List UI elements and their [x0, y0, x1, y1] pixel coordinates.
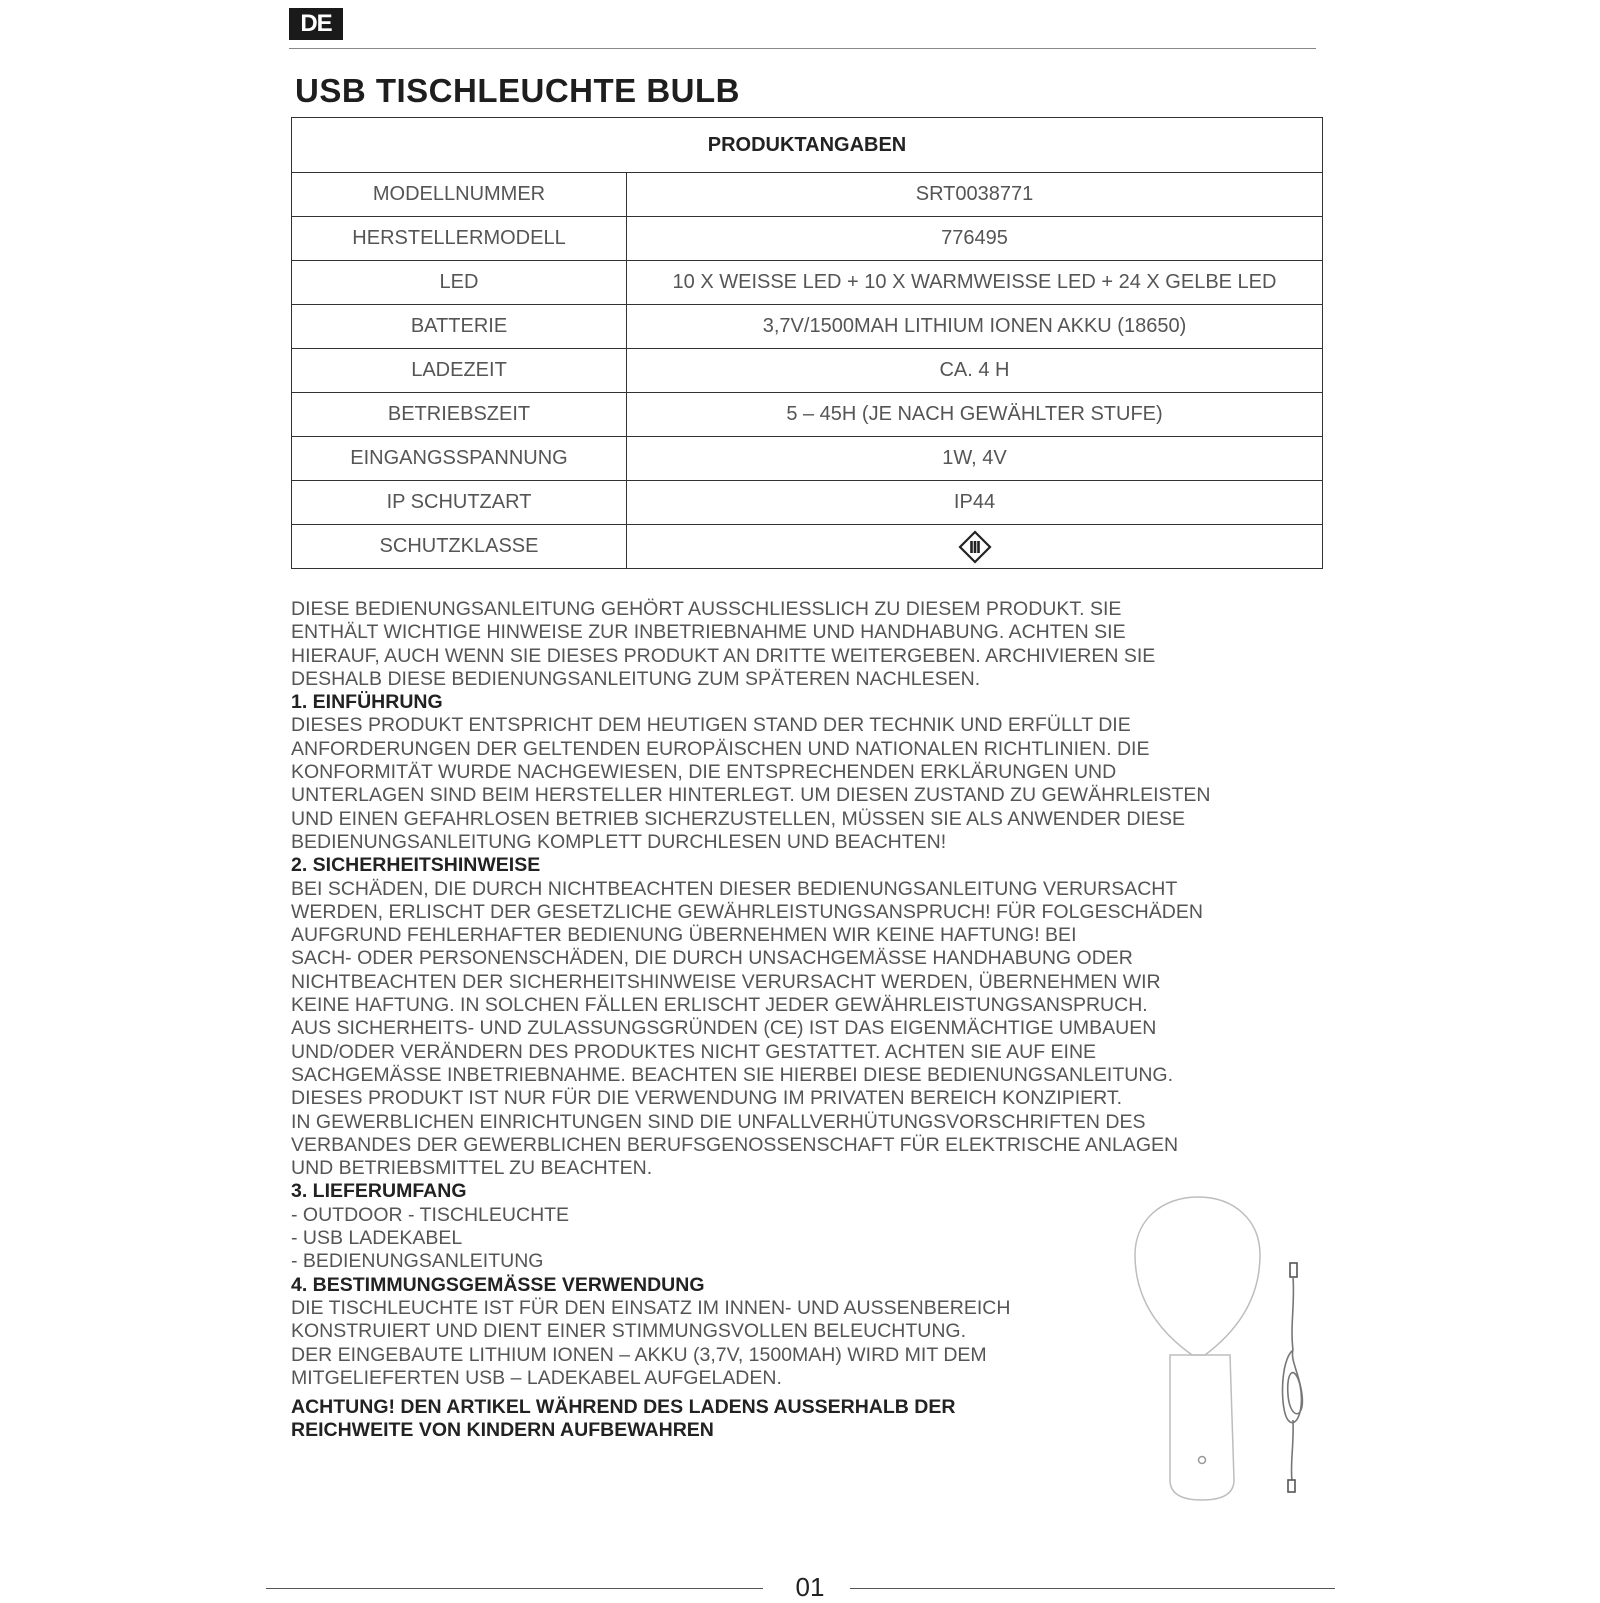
- spec-key: BETRIEBSZEIT: [292, 393, 627, 437]
- text-line: ENTHÄLT WICHTIGE HINWEISE ZUR INBETRIEBNAHME UND HANDHABUNG. ACHTEN SIE: [291, 621, 1126, 644]
- footer-rule-left: [266, 1588, 763, 1589]
- product-illustration: [1130, 1195, 1330, 1515]
- spec-value: CA. 4 H: [627, 349, 1323, 393]
- document-title: USB TISCHLEUCHTE BULB: [295, 72, 740, 109]
- spec-key: SCHUTZKLASSE: [292, 525, 627, 569]
- text-line: BEI SCHÄDEN, DIE DURCH NICHTBEACHTEN DIESER BEDIENUNGSANLEITUNG VERURSACHT: [291, 877, 1178, 900]
- spec-key: HERSTELLERMODELL: [292, 217, 627, 261]
- table-row: [292, 481, 1323, 525]
- header-rule: [289, 48, 1316, 49]
- text-line: KEINE HAFTUNG. IN SOLCHEN FÄLLEN ERLISCHT JEDER GEWÄHRLEISTUNGSANSPRUCH.: [291, 994, 1148, 1017]
- spec-value: 10 X WEISSE LED + 10 X WARMWEISSE LED + 24 X GELBE LED: [627, 261, 1323, 305]
- text-line: WERDEN, ERLISCHT DER GESETZLICHE GEWÄHRLEISTUNGSANSPRUCH! FÜR FOLGESCHÄDEN: [291, 900, 1203, 923]
- text-line: UND/ODER VERÄNDERN DES PRODUKTES NICHT GESTATTET. ACHTEN SIE AUF EINE: [291, 1040, 1097, 1063]
- text-line: KONFORMITÄT WURDE NACHGEWIESEN, DIE ENTSPRECHENDEN ERKLÄRUNGEN UND: [291, 761, 1117, 784]
- table-row: [292, 261, 1323, 305]
- text-line: BEDIENUNGSANLEITUNG KOMPLETT DURCHLESEN UND BEACHTEN!: [291, 830, 947, 853]
- warning-line: ACHTUNG! DEN ARTIKEL WÄHREND DES LADENS AUSSERHALB DER: [291, 1396, 956, 1419]
- table-row: [292, 525, 1323, 569]
- text-line: UND EINEN GEFAHRLOSEN BETRIEB SICHERZUSTELLEN, MÜSSEN SIE ALS ANWENDER DIESE: [291, 807, 1185, 830]
- spec-value: 776495: [627, 217, 1323, 261]
- spec-table-heading-row: [292, 118, 1323, 173]
- table-lamp-illustration: [1135, 1197, 1260, 1500]
- spec-value: 3,7V/1500MAH LITHIUM IONEN AKKU (18650): [627, 305, 1323, 349]
- list-item: - OUTDOOR - TISCHLEUCHTE: [291, 1203, 570, 1226]
- text-line: DIE TISCHLEUCHTE IST FÜR DEN EINSATZ IM INNEN- UND AUSSENBEREICH: [291, 1296, 1011, 1319]
- text-line: AUFGRUND FEHLERHAFTER BEDIENUNG ÜBERNEHMEN WIR KEINE HAFTUNG! BEI: [291, 924, 1077, 947]
- spec-value: [627, 525, 1323, 569]
- protection-class-iii-icon: [958, 530, 992, 564]
- spec-value: 1W, 4V: [627, 437, 1323, 481]
- text-line: SACH- ODER PERSONENSCHÄDEN, DIE DURCH UNSACHGEMÄSSE HANDHABUNG ODER: [291, 947, 1133, 970]
- text-line: AUS SICHERHEITS- UND ZULASSUNGSGRÜNDEN (CE) IST DAS EIGENMÄCHTIGE UMBAUEN: [291, 1017, 1157, 1040]
- text-line: KONSTRUIERT UND DIENT EINER STIMMUNGSVOLLEN BELEUCHTUNG.: [291, 1320, 967, 1343]
- text-line: DIESES PRODUKT ENTSPRICHT DEM HEUTIGEN STAND DER TECHNIK UND ERFÜLLT DIE: [291, 714, 1131, 737]
- spec-value: SRT0038771: [627, 173, 1323, 217]
- text-line: UND BETRIEBSMITTEL ZU BEACHTEN.: [291, 1157, 653, 1180]
- text-line: IN GEWERBLICHEN EINRICHTUNGEN SIND DIE UNFALLVERHÜTUNGSVORSCHRIFTEN DES: [291, 1110, 1146, 1133]
- text-line: SACHGEMÄSSE INBETRIEBNAHME. BEACHTEN SIE HIERBEI DIESE BEDIENUNGSANLEITUNG.: [291, 1063, 1174, 1086]
- text-line: UNTERLAGEN SIND BEIM HERSTELLER HINTERLEGT. UM DIESEN ZUSTAND ZU GEWÄHRLEISTEN: [291, 784, 1211, 807]
- table-row: [292, 349, 1323, 393]
- table-row: [292, 437, 1323, 481]
- usb-cable-illustration: [1283, 1263, 1303, 1492]
- spec-key: IP SCHUTZART: [292, 481, 627, 525]
- text-line: DIESE BEDIENUNGSANLEITUNG GEHÖRT AUSSCHLIESSLICH ZU DIESEM PRODUKT. SIE: [291, 598, 1122, 620]
- spec-table-heading: PRODUKTANGABEN: [292, 118, 1323, 173]
- spec-key: LED: [292, 261, 627, 305]
- text-line: VERBANDES DER GEWERBLICHEN BERUFSGENOSSENSCHAFT FÜR ELEKTRISCHE ANLAGEN: [291, 1133, 1179, 1156]
- section-heading-scope-of-delivery: 3. LIEFERUMFANG: [291, 1180, 467, 1203]
- footer-rule-right: [850, 1588, 1335, 1589]
- text-line: DESHALB DIESE BEDIENUNGSANLEITUNG ZUM SPÄTEREN NACHLESEN.: [291, 667, 981, 690]
- section-heading-intended-use: 4. BESTIMMUNGSGEMÄSSE VERWENDUNG: [291, 1273, 705, 1296]
- warning-line: REICHWEITE VON KINDERN AUFBEWAHREN: [291, 1419, 714, 1442]
- table-row: [292, 305, 1323, 349]
- spec-value: 5 – 45H (JE NACH GEWÄHLTER STUFE): [627, 393, 1323, 437]
- table-row: [292, 217, 1323, 261]
- list-item: - USB LADEKABEL: [291, 1227, 463, 1250]
- text-line: DER EINGEBAUTE LITHIUM IONEN – AKKU (3,7V, 1500MAH) WIRD MIT DEM: [291, 1343, 987, 1366]
- spec-key: LADEZEIT: [292, 349, 627, 393]
- table-row: [292, 393, 1323, 437]
- list-item: - BEDIENUNGSANLEITUNG: [291, 1250, 544, 1273]
- text-line: ANFORDERUNGEN DER GELTENDEN EUROPÄISCHEN UND NATIONALEN RICHTLINIEN. DIE: [291, 737, 1150, 760]
- spec-key: MODELLNUMMER: [292, 173, 627, 217]
- language-badge: DE: [289, 8, 343, 40]
- spec-table: [291, 117, 1323, 569]
- text-line: NICHTBEACHTEN DER SICHERHEITSHINWEISE VERURSACHT WERDEN, ÜBERNEHMEN WIR: [291, 970, 1161, 993]
- page-number: 01: [795, 1572, 825, 1602]
- table-row: [292, 173, 1323, 217]
- spec-value: IP44: [627, 481, 1323, 525]
- text-line: MITGELIEFERTEN USB – LADEKABEL AUFGELADEN.: [291, 1366, 782, 1389]
- spec-key: EINGANGSSPANNUNG: [292, 437, 627, 481]
- text-line: DIESES PRODUKT IST NUR FÜR DIE VERWENDUNG IM PRIVATEN BEREICH KONZIPIERT.: [291, 1087, 1123, 1110]
- text-line: HIERAUF, AUCH WENN SIE DIESES PRODUKT AN DRITTE WEITERGEBEN. ARCHIVIEREN SIE: [291, 644, 1156, 667]
- section-heading-safety: 2. SICHERHEITSHINWEISE: [291, 854, 541, 877]
- spec-key: BATTERIE: [292, 305, 627, 349]
- section-heading-introduction: 1. EINFÜHRUNG: [291, 691, 443, 714]
